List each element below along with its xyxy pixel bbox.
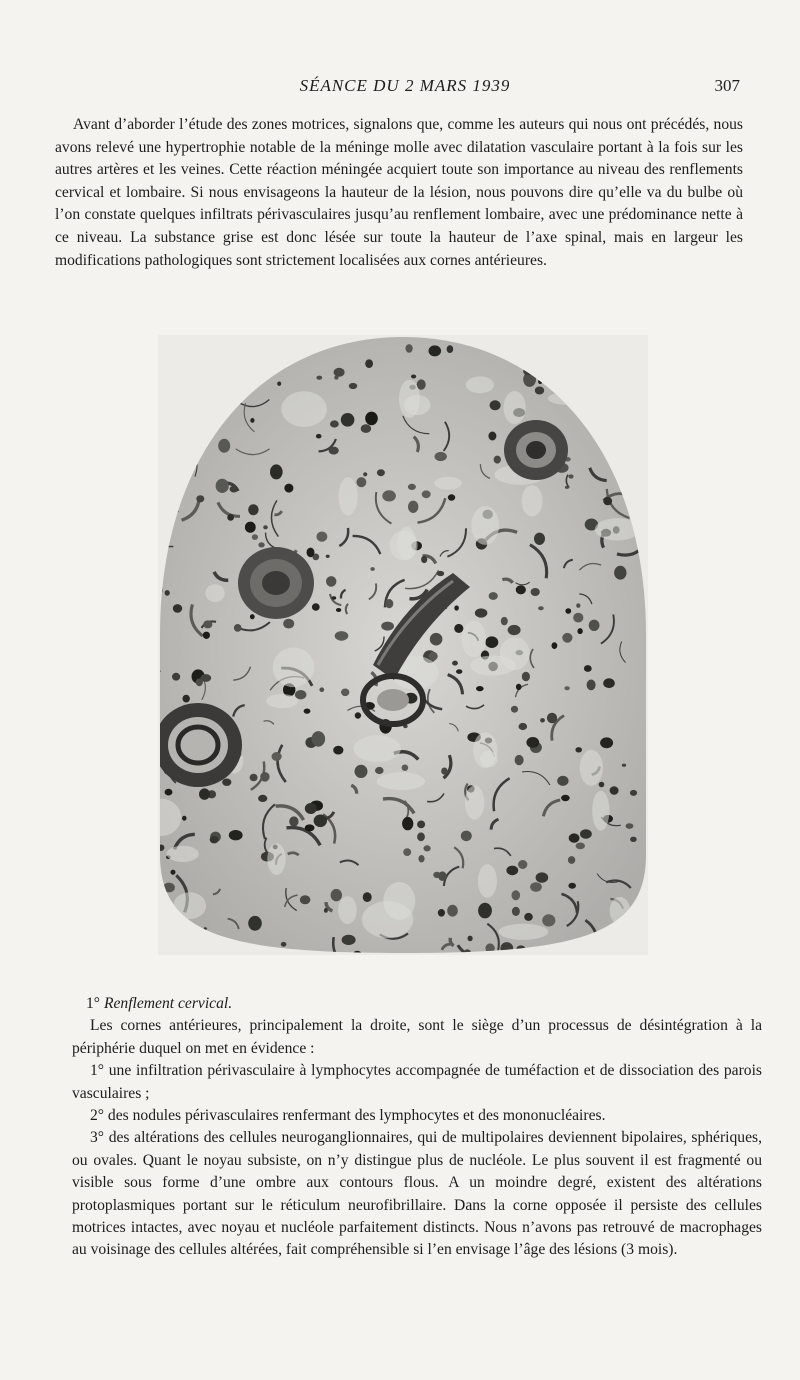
cell-nucleus [488,432,496,441]
section-title: Renflement cervical. [103,995,233,1012]
cell-nucleus [526,737,539,748]
cell-nucleus [524,913,533,921]
cell-nucleus [331,889,342,901]
cell-nucleus [511,706,518,713]
cell-nucleus [630,837,637,842]
cell-nucleus [183,695,190,703]
cell-nucleus [475,608,488,617]
cell-nucleus [248,916,262,931]
tissue-vacuole [281,391,327,427]
cell-nucleus [263,525,268,529]
cell-nucleus [295,690,306,699]
cell-nucleus [614,566,626,580]
cell-nucleus [519,723,528,730]
cell-nucleus [289,816,298,826]
cell-nucleus [577,628,582,634]
cell-nucleus [402,817,413,830]
cell-nucleus [421,556,427,563]
cell-nucleus [357,477,367,487]
cell-nucleus [385,599,393,608]
cell-nucleus [587,680,596,691]
cell-nucleus [512,907,520,916]
cell-nucleus [429,345,442,356]
tissue-vacuole [592,791,609,831]
cell-nucleus [316,376,322,380]
cell-nucleus [258,542,264,547]
cell-nucleus [196,495,204,502]
cell-nucleus [435,452,447,461]
cell-nucleus [336,608,341,612]
cell-nucleus [317,532,328,542]
cell-nucleus [406,344,413,353]
cell-nucleus [600,737,613,748]
tissue-vacuole [478,864,497,898]
cell-nucleus [569,833,580,842]
tissue-vacuole [397,527,416,560]
cell-nucleus [530,882,542,891]
tissue-vacuole [339,477,358,516]
cell-nucleus [557,776,568,786]
cell-nucleus [230,486,238,493]
tissue-vacuole [377,772,425,790]
cell-nucleus [424,845,431,851]
tissue-vacuole [522,485,543,516]
cell-nucleus [552,642,558,649]
cell-nucleus [468,936,473,942]
cell-nucleus [305,824,315,831]
cell-nucleus [456,669,462,674]
cell-nucleus [218,439,230,453]
cell-nucleus [326,576,336,587]
cell-nucleus [515,755,524,765]
cell-nucleus [438,871,446,881]
cell-nucleus [342,935,356,945]
cell-nucleus [437,571,444,576]
cell-nucleus [258,795,267,802]
cell-nucleus [452,661,458,666]
cell-nucleus [173,604,182,613]
body-text [72,993,762,1262]
tissue-vacuole [273,648,315,688]
vessel-cross-section [238,547,314,619]
tissue-vacuole [499,924,549,940]
tissue-vacuole [466,376,494,393]
tissue-vacuole [362,901,413,938]
cell-nucleus [580,829,592,838]
cell-nucleus [312,603,320,611]
cell-nucleus [516,684,522,690]
cell-nucleus [447,905,458,917]
tissue-vacuole [338,896,357,924]
cell-nucleus [599,782,605,788]
cell-nucleus [341,689,349,697]
vessel-top-right [504,420,568,480]
cell-nucleus [375,767,384,774]
cell-nucleus [603,678,615,688]
cell-nucleus [417,821,425,829]
cell-nucleus [630,790,637,796]
cell-nucleus [199,788,210,799]
cell-nucleus [283,619,294,629]
cell-nucleus [576,843,585,850]
cell-nucleus [461,831,472,842]
cell-nucleus [508,625,521,635]
cell-nucleus [330,420,339,427]
cell-nucleus [575,747,582,752]
cell-nucleus [542,914,555,926]
cell-nucleus [536,872,549,882]
cell-nucleus [363,472,367,476]
cell-nucleus [165,789,173,796]
cell-nucleus [252,534,258,540]
tissue-vacuole [404,395,430,415]
cell-nucleus [250,774,258,782]
cell-nucleus [402,765,409,771]
cell-nucleus [234,624,242,632]
cell-nucleus [335,631,349,641]
cell-nucleus [565,608,571,614]
cell-nucleus [361,424,371,433]
cell-nucleus [182,816,186,821]
histology-micrograph [158,335,648,955]
cell-nucleus [584,665,592,672]
cell-nucleus [222,779,231,786]
cell-nucleus [565,486,569,489]
cell-nucleus [589,620,600,631]
tissue-vacuole [471,506,499,545]
tissue-vacuole [465,786,484,820]
tissue-vacuole [205,584,224,602]
cell-nucleus [547,713,557,724]
cell-nucleus [270,464,283,479]
cell-nucleus [203,632,210,639]
cell-nucleus [250,418,254,423]
cell-nucleus [300,895,311,904]
cell-nucleus [626,823,634,829]
tissue-vacuole [354,735,401,762]
cell-nucleus [229,830,243,840]
vessel-left-ring [158,703,242,787]
cell-nucleus [281,942,287,947]
cell-nucleus [381,622,394,631]
cell-nucleus [417,832,425,841]
cell-nucleus [260,772,269,782]
cell-nucleus [216,479,229,493]
cell-nucleus [314,815,327,828]
cell-nucleus [568,883,576,889]
cell-nucleus [489,592,498,600]
cell-nucleus [573,613,583,623]
cell-nucleus [355,712,361,718]
tissue-vacuole [580,750,603,786]
cell-nucleus [562,633,572,643]
cell-nucleus [531,588,540,596]
cell-nucleus [447,345,454,353]
cell-nucleus [564,686,569,690]
micrograph-image [158,335,648,955]
cell-nucleus [518,860,527,869]
cell-nucleus [478,903,492,919]
cell-nucleus [534,533,545,545]
cell-nucleus [512,890,521,900]
cell-nucleus [316,434,322,439]
cell-nucleus [561,795,570,801]
paragraph-4: 3° des altérations des cellules neuroganglionnaires, qui de multipolaires deviennent bipolaires, sphériques, ou ovales. Quant le noyau subsiste, on n’y distingue plus de nucléole. Le plus souvent il est fragmenté ou visible sous forme d’une ombre aux contours flous. A un moindre degré, existent des altérations protoplasmiques portant sur le réticulum neurofibrillaire. Dans la corne opposée il persiste des cellules motrices intactes, avec noyau et nucléole parfaitement distincts. Nous n’avons pas retrouvé de macrophages au voisinage des cellules altérées, fait compréhensible si l’en envisage l’âge des lésions (3 mois). [72,1129,762,1259]
cell-nucleus [210,836,219,843]
cell-nucleus [576,603,580,608]
cell-nucleus [485,636,498,648]
section-heading [72,993,762,1015]
cell-nucleus [408,501,418,513]
cell-nucleus [333,746,343,755]
tissue-vacuole [462,621,487,658]
tissue-vacuole [480,751,498,768]
cell-nucleus [610,786,619,795]
cell-nucleus [377,469,385,476]
cell-nucleus [248,504,258,515]
running-title: SÉANCE DU 2 MARS 1939 [299,76,511,95]
cell-nucleus [622,764,626,767]
cell-nucleus [540,718,545,722]
cell-nucleus [284,484,293,493]
cell-nucleus [408,484,416,490]
cell-nucleus [441,768,447,775]
cell-nucleus [476,686,484,691]
tissue-vacuole [434,477,462,490]
cell-nucleus [535,387,544,395]
cell-nucleus [329,447,339,455]
cell-nucleus [324,908,328,913]
cell-nucleus [382,490,396,501]
cell-nucleus [490,400,501,410]
cell-nucleus [171,870,176,875]
cell-nucleus [454,624,463,633]
cell-nucleus [341,413,355,427]
cell-nucleus [196,678,203,686]
cell-nucleus [334,368,345,377]
cell-nucleus [349,383,357,389]
tissue-vacuole [504,391,526,424]
tissue-vacuole [266,694,298,708]
running-head [70,76,740,100]
cell-nucleus [494,456,501,464]
cell-nucleus [277,382,281,386]
cell-nucleus [516,585,526,594]
cell-nucleus [272,752,282,761]
cell-nucleus [305,803,317,814]
intro-text [55,114,743,272]
section-number: 1° [86,995,101,1012]
cell-nucleus [307,548,315,558]
cell-nucleus [430,633,443,646]
cell-nucleus [304,709,311,714]
paragraph-1: Les cornes antérieures, principalement la droite, sont le siège d’un processus de désintégration à la périphérie duquel on met en évidence : [72,1017,762,1057]
cell-nucleus [429,652,438,661]
cell-nucleus [506,866,518,876]
cell-nucleus [370,567,374,571]
cell-nucleus [227,514,234,521]
cell-nucleus [172,673,180,681]
cell-nucleus [568,856,575,864]
cell-nucleus [365,412,378,426]
cell-nucleus [411,375,416,379]
cell-nucleus [165,590,170,596]
cell-nucleus [448,494,455,500]
cell-nucleus [332,596,337,599]
paragraph-3: 2° des nodules périvasculaires renfermant des lymphocytes et des mononucléaires. [90,1107,606,1125]
cell-nucleus [319,687,324,692]
cell-nucleus [538,606,544,610]
tissue-vacuole [267,843,285,875]
page-number: 307 [714,76,740,95]
cell-nucleus [203,620,212,628]
cell-nucleus [245,522,256,533]
cell-nucleus [501,617,508,625]
cell-nucleus [422,490,431,498]
paragraph-2: 1° une infiltration périvasculaire à lymphocytes accompagnée de tuméfaction et de dissociation des parois vasculaires ; [72,1062,762,1102]
cell-nucleus [312,731,326,747]
intro-paragraph: Avant d’aborder l’étude des zones motrices, signalons que, comme les auteurs qui nous ont précédés, nous avons relevé une hypertrophie notable de la méninge molle avec dilatation vasculaire portant à la fois sur les autres artères et les veines. Cette réaction méningée acquiert toute son importance au niveau des renflements cervical et lombaire. Si nous envisageons la hauteur de la lésion, nous pouvons dire qu’elle va du bulbe où l’on constate quelques infiltrats périvasculaires jusqu’au renflement lombaire, avec une prédominance nette à ce niveau. La substance grise est donc lésée sur toute la hauteur de l’axe spinal, mais en largeur les modifications pathologiques sont strictement localisées aux cornes antérieures. [55,116,743,269]
cell-nucleus [363,892,372,902]
cell-nucleus [365,359,373,368]
cell-nucleus [522,672,530,682]
cell-nucleus [568,474,573,478]
cell-nucleus [326,555,330,558]
cell-nucleus [454,605,459,610]
tissue-vacuole [470,656,515,676]
cell-nucleus [355,765,368,778]
cell-nucleus [403,848,411,856]
cell-nucleus [418,855,424,862]
cell-nucleus [250,614,255,619]
cell-nucleus [603,497,612,505]
cell-nucleus [438,909,445,917]
tissue-vacuole [167,846,199,862]
